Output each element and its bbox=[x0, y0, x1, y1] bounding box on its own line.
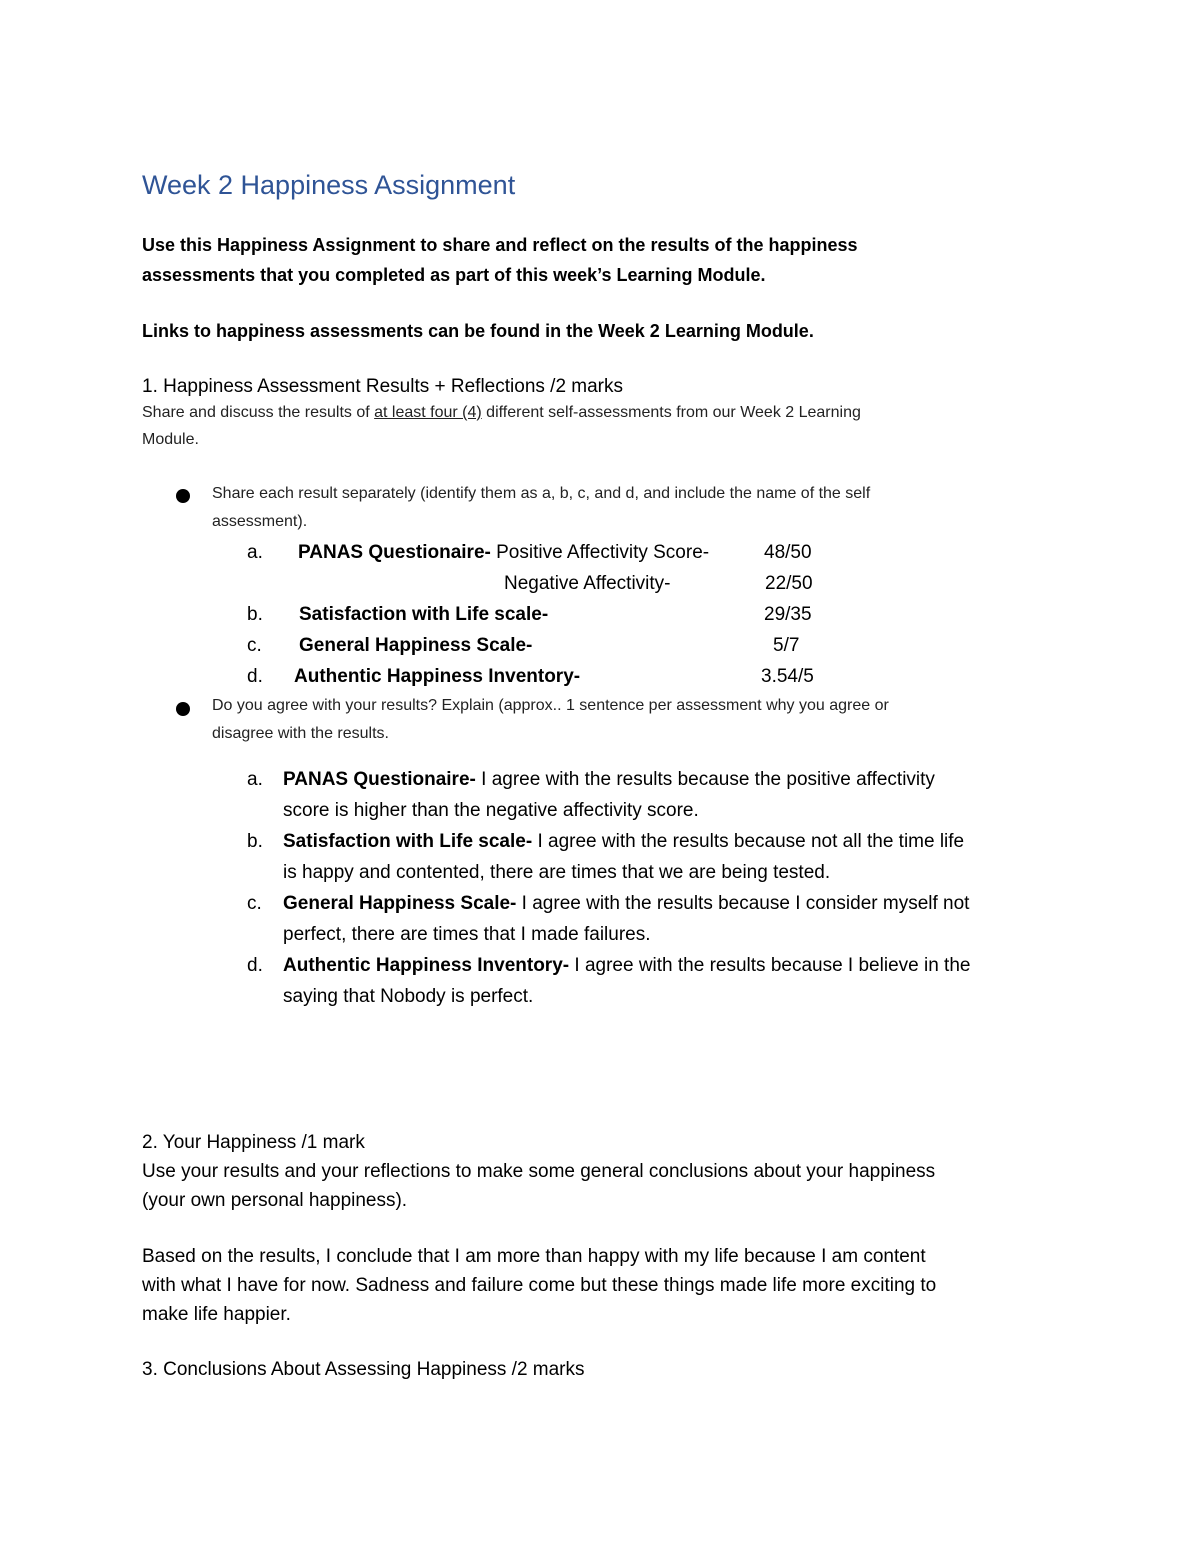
section1-description-line2: Module. bbox=[142, 431, 199, 448]
desc-underlined: at least four (4) bbox=[374, 404, 482, 421]
intro-line-1: Use this Happiness Assignment to share and reflect on the results of the happiness bbox=[142, 235, 858, 255]
result-b-score: 29/35 bbox=[764, 604, 812, 625]
section3-heading: 3. Conclusions About Assessing Happiness /2 marks bbox=[142, 1359, 585, 1380]
result-a2-score: 22/50 bbox=[765, 573, 813, 594]
desc-before: Share and discuss the results of bbox=[142, 404, 375, 421]
result-b-name: Satisfaction with Life scale- bbox=[299, 604, 549, 625]
reflection-b-letter: b. bbox=[247, 831, 263, 852]
result-a-text bbox=[298, 543, 709, 562]
section2-prompt-line2: (your own personal happiness). bbox=[142, 1190, 408, 1211]
reflection-d-line2: saying that Nobody is perfect. bbox=[283, 986, 534, 1007]
links-note: Links to happiness assessments can be found in the Week 2 Learning Module. bbox=[142, 321, 814, 341]
result-c-name: General Happiness Scale- bbox=[299, 635, 533, 656]
reflection-c-name: General Happiness Scale- bbox=[283, 893, 517, 914]
result-a-name: PANAS Questionaire- bbox=[298, 542, 491, 563]
reflection-a-name: PANAS Questionaire- bbox=[283, 769, 476, 790]
bullet2-line1: Do you agree with your results? Explain (approx.. 1 sentence per assessment why you agree or bbox=[212, 697, 889, 714]
result-c-letter: c. bbox=[247, 635, 262, 656]
reflection-d-name: Authentic Happiness Inventory- bbox=[283, 955, 570, 976]
result-a2-extra: Negative Affectivity- bbox=[504, 573, 671, 594]
result-a-letter: a. bbox=[247, 542, 263, 563]
reflection-c-line2: perfect, there are times that I made failures. bbox=[283, 924, 651, 945]
reflection-b-line1 bbox=[283, 832, 964, 851]
reflection-d-text1: I agree with the results because I believe in the bbox=[569, 955, 971, 976]
reflection-a-line2: score is higher than the negative affectivity score. bbox=[283, 800, 699, 821]
reflection-b-line2: is happy and contented, there are times that we are being tested. bbox=[283, 862, 831, 883]
result-a-extra: Positive Affectivity Score- bbox=[490, 542, 710, 563]
bullet1-line2: assessment). bbox=[212, 513, 308, 530]
result-a-score: 48/50 bbox=[764, 542, 812, 563]
reflection-b-text1: I agree with the results because not all the time life bbox=[532, 831, 965, 852]
bullet-icon bbox=[176, 702, 190, 716]
reflection-c-line1 bbox=[283, 894, 969, 913]
reflection-c-letter: c. bbox=[247, 893, 262, 914]
section2-answer-line1: Based on the results, I conclude that I am more than happy with my life because I am content bbox=[142, 1246, 926, 1267]
section2-answer-line2: with what I have for now. Sadness and failure come but these things made life more exciting to bbox=[142, 1275, 937, 1296]
desc-after: different self-assessments from our Week 2 Learning bbox=[481, 404, 861, 421]
section2-heading: 2. Your Happiness /1 mark bbox=[142, 1132, 365, 1153]
document-title: Week 2 Happiness Assignment bbox=[142, 170, 516, 200]
bullet-icon bbox=[176, 489, 190, 503]
reflection-a-line1 bbox=[283, 770, 935, 789]
section1-description bbox=[142, 405, 861, 421]
result-c-score: 5/7 bbox=[773, 635, 800, 656]
result-d-score: 3.54/5 bbox=[761, 666, 814, 687]
section2-answer-line3: make life happier. bbox=[142, 1304, 291, 1325]
bullet2-line2: disagree with the results. bbox=[212, 725, 389, 742]
reflection-d-letter: d. bbox=[247, 955, 263, 976]
result-d-name: Authentic Happiness Inventory- bbox=[294, 666, 581, 687]
reflection-a-letter: a. bbox=[247, 769, 263, 790]
reflection-d-line1 bbox=[283, 956, 970, 975]
reflection-a-text1: I agree with the results because the positive affectivity bbox=[475, 769, 935, 790]
result-d-letter: d. bbox=[247, 666, 263, 687]
section2-prompt-line1: Use your results and your reflections to make some general conclusions about your happiness bbox=[142, 1161, 936, 1182]
reflection-c-text1: I agree with the results because I consider myself not bbox=[516, 893, 970, 914]
reflection-b-name: Satisfaction with Life scale- bbox=[283, 831, 533, 852]
section1-heading: 1. Happiness Assessment Results + Reflections /2 marks bbox=[142, 376, 624, 397]
intro-line-2: assessments that you completed as part of this week’s Learning Module. bbox=[142, 265, 766, 285]
result-b-letter: b. bbox=[247, 604, 263, 625]
bullet1-line1: Share each result separately (identify them as a, b, c, and d, and include the name of the self bbox=[212, 485, 871, 502]
